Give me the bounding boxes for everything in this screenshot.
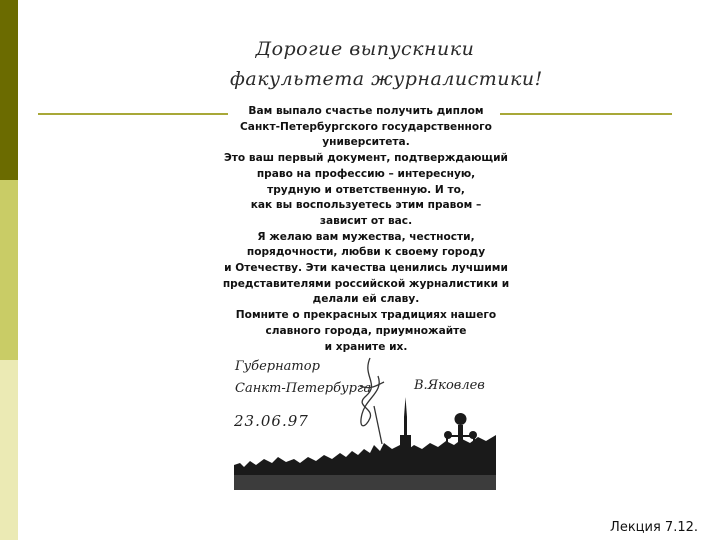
sidebar-block-light xyxy=(0,360,18,540)
letter-line: Вам выпало счастье получить диплом xyxy=(248,105,484,117)
letter-line: и Отечеству. Эти качества ценились лучшими xyxy=(224,262,508,275)
divider-left xyxy=(38,113,228,115)
signature-title-line-1: Губернатор xyxy=(235,359,320,374)
letter-body xyxy=(222,104,510,355)
letter-line: Помните о прекрасных традициях нашего xyxy=(235,309,497,322)
letter-line: университета. xyxy=(322,136,410,149)
heading-line-1: Дорогие выпускники xyxy=(255,38,475,60)
sidebar-block-dark xyxy=(0,0,18,180)
heading-line-2: факультета журналистики! xyxy=(230,68,543,90)
letter-line: славного города, приумножайте xyxy=(265,324,467,337)
letter-line: Это ваш первый документ, подтверждающий xyxy=(224,152,508,165)
sidebar-accent xyxy=(0,0,18,540)
sidebar-block-mid xyxy=(0,180,18,360)
letter-heading xyxy=(230,34,543,94)
letter-line: трудную и ответственную. И то, xyxy=(267,183,465,196)
letter-line: представителями российской журналистики и xyxy=(222,277,510,290)
letter-line: делали ей славу. xyxy=(312,293,420,306)
signature-name: В.Яковлев xyxy=(414,378,485,393)
divider-right xyxy=(500,113,672,115)
lecture-label: Лекция 7.12. xyxy=(610,520,698,535)
city-skyline-illustration xyxy=(234,395,496,490)
letter-line: порядочности, любви к своему городу xyxy=(246,246,486,259)
letter-line: право на профессию – интересную, xyxy=(256,167,476,180)
letter-line: и храните их. xyxy=(324,340,408,353)
letter-line: Я желаю вам мужества, честности, xyxy=(257,230,475,243)
letter-line: Санкт-Петербургского государственного xyxy=(240,120,492,133)
letter-line: как вы воспользуетесь этим правом – xyxy=(250,199,482,212)
signature-title-line-2: Санкт-Петербурга xyxy=(235,381,372,396)
letter-line: зависит от вас. xyxy=(319,214,413,227)
signature-date: 23.06.97 xyxy=(234,412,309,430)
